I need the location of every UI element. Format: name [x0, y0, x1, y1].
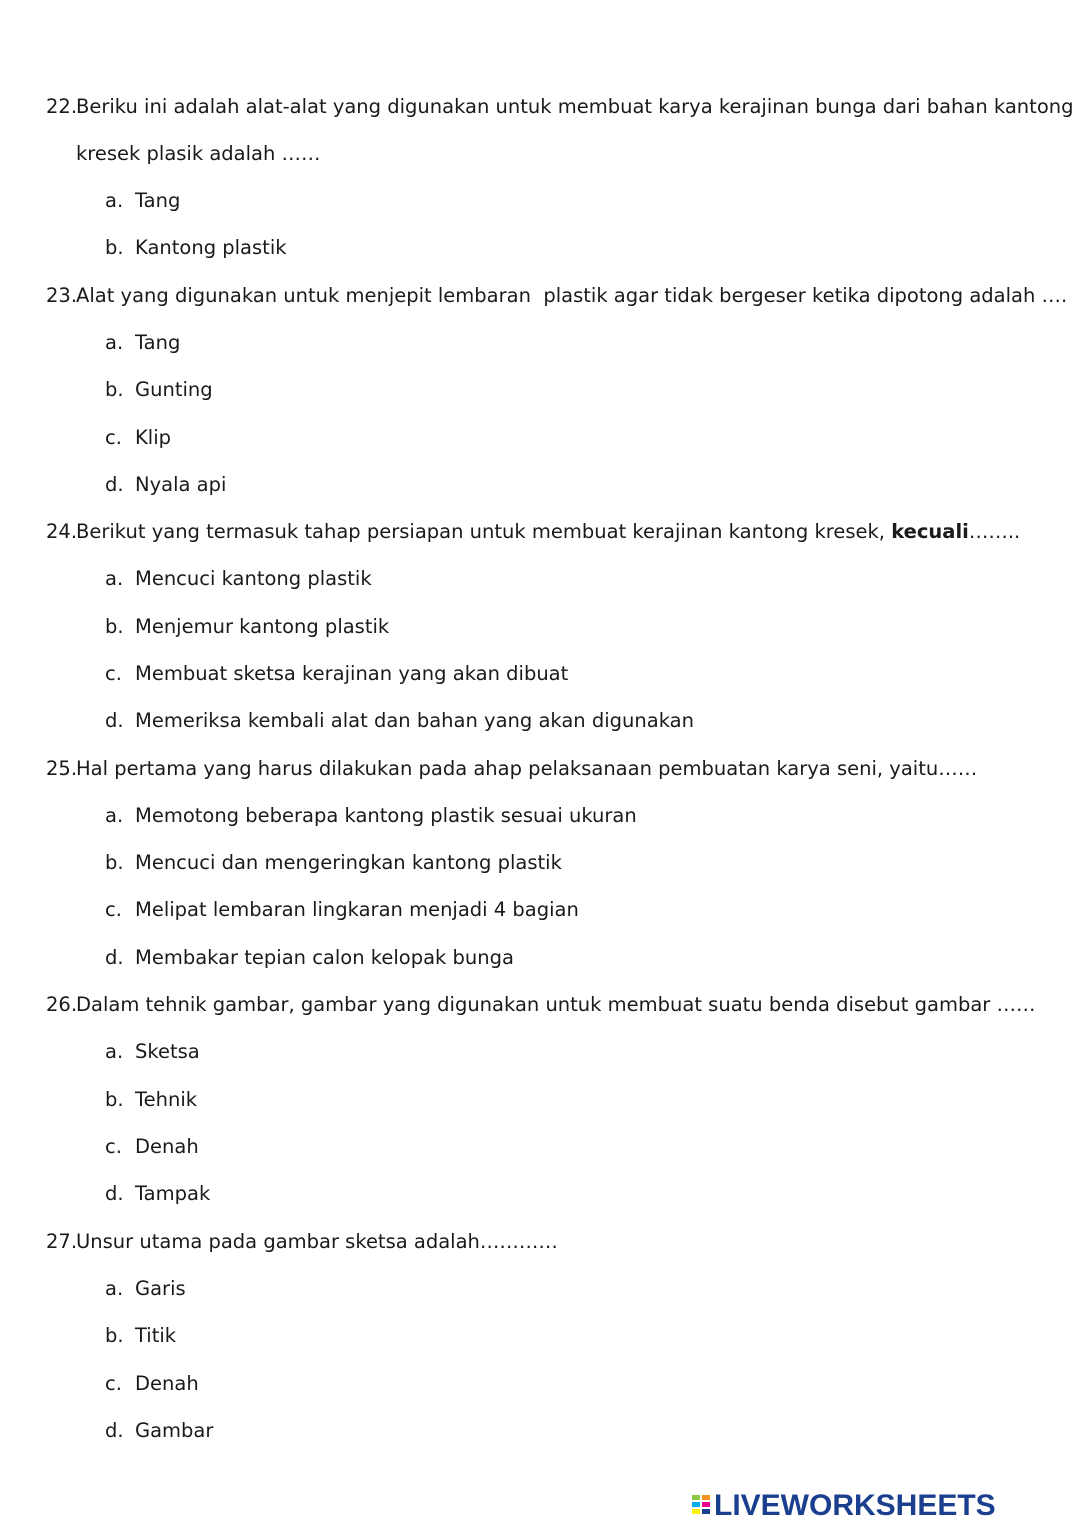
- option-letter: a.: [105, 804, 124, 827]
- option-letter: b.: [105, 378, 124, 401]
- option-letter: c.: [105, 426, 122, 449]
- option-letter: b.: [105, 851, 124, 874]
- option-text: Klip: [135, 426, 172, 449]
- option-letter: c.: [105, 1372, 122, 1395]
- question-text: Alat yang digunakan untuk menjepit lembaran plastik agar tidak bergeser ketika dipotong adalah ….: [76, 284, 1068, 307]
- question-text: Unsur utama pada gambar sketsa adalah…………: [76, 1230, 558, 1253]
- liveworksheets-grid-icon: [692, 1493, 710, 1519]
- question-text-ellipsis: ……..: [968, 520, 1021, 543]
- question-text: Dalam tehnik gambar, gambar yang digunakan untuk membuat suatu benda disebut gambar ……: [76, 993, 1036, 1016]
- question-number: 26.: [46, 993, 78, 1016]
- question-text: [76, 520, 1020, 544]
- option-text: Tang: [135, 189, 181, 212]
- option-text: Nyala api: [135, 473, 227, 496]
- option-text: Mencuci kantong plastik: [135, 567, 372, 590]
- question-number: 23.: [46, 284, 78, 307]
- option-letter: d.: [105, 709, 124, 732]
- option-text: Membuat sketsa kerajinan yang akan dibuat: [135, 662, 569, 685]
- option-text: Memeriksa kembali alat dan bahan yang akan digunakan: [135, 709, 694, 732]
- option-letter: b.: [105, 1324, 124, 1347]
- option-letter: c.: [105, 1135, 122, 1158]
- question-number: 24.: [46, 520, 78, 543]
- option-letter: b.: [105, 1088, 124, 1111]
- option-text: Garis: [135, 1277, 186, 1300]
- question-number: 27.: [46, 1230, 78, 1253]
- option-text: Tehnik: [135, 1088, 198, 1111]
- option-letter: c.: [105, 662, 122, 685]
- option-letter: d.: [105, 473, 124, 496]
- option-text: Denah: [135, 1135, 199, 1158]
- option-letter: a.: [105, 331, 124, 354]
- option-text: Gambar: [135, 1419, 214, 1442]
- option-text: Menjemur kantong plastik: [135, 615, 390, 638]
- option-letter: d.: [105, 1182, 124, 1205]
- question-number: 22.: [46, 95, 78, 118]
- option-text: Sketsa: [135, 1040, 200, 1063]
- option-letter: a.: [105, 1277, 124, 1300]
- option-letter: c.: [105, 898, 122, 921]
- question-text: Beriku ini adalah alat-alat yang digunakan untuk membuat karya kerajinan bunga dari bahan kantong: [76, 95, 1073, 118]
- question-emphasis: kecuali: [891, 520, 969, 543]
- logo-text: LIVEWORKSHEETS: [714, 1489, 996, 1522]
- option-letter: d.: [105, 946, 124, 969]
- option-text: Kantong plastik: [135, 236, 287, 259]
- option-text: Tang: [135, 331, 181, 354]
- option-letter: a.: [105, 189, 124, 212]
- question-text-main: Berikut yang termasuk tahap persiapan untuk membuat kerajinan kantong kresek,: [76, 520, 892, 543]
- option-text: Titik: [135, 1324, 177, 1347]
- option-text: Gunting: [135, 378, 213, 401]
- option-text: Membakar tepian calon kelopak bunga: [135, 946, 514, 969]
- question-text: kresek plasik adalah ……: [76, 142, 321, 165]
- option-letter: a.: [105, 567, 124, 590]
- option-text: Melipat lembaran lingkaran menjadi 4 bagian: [135, 898, 579, 921]
- liveworksheets-logo: [692, 1488, 996, 1524]
- question-number: 25.: [46, 757, 78, 780]
- option-letter: d.: [105, 1419, 124, 1442]
- question-text: Hal pertama yang harus dilakukan pada ahap pelaksanaan pembuatan karya seni, yaitu……: [76, 757, 978, 780]
- option-letter: b.: [105, 236, 124, 259]
- option-letter: a.: [105, 1040, 124, 1063]
- option-text: Mencuci dan mengeringkan kantong plastik: [135, 851, 562, 874]
- option-letter: b.: [105, 615, 124, 638]
- option-text: Memotong beberapa kantong plastik sesuai ukuran: [135, 804, 637, 827]
- option-text: Denah: [135, 1372, 199, 1395]
- option-text: Tampak: [135, 1182, 211, 1205]
